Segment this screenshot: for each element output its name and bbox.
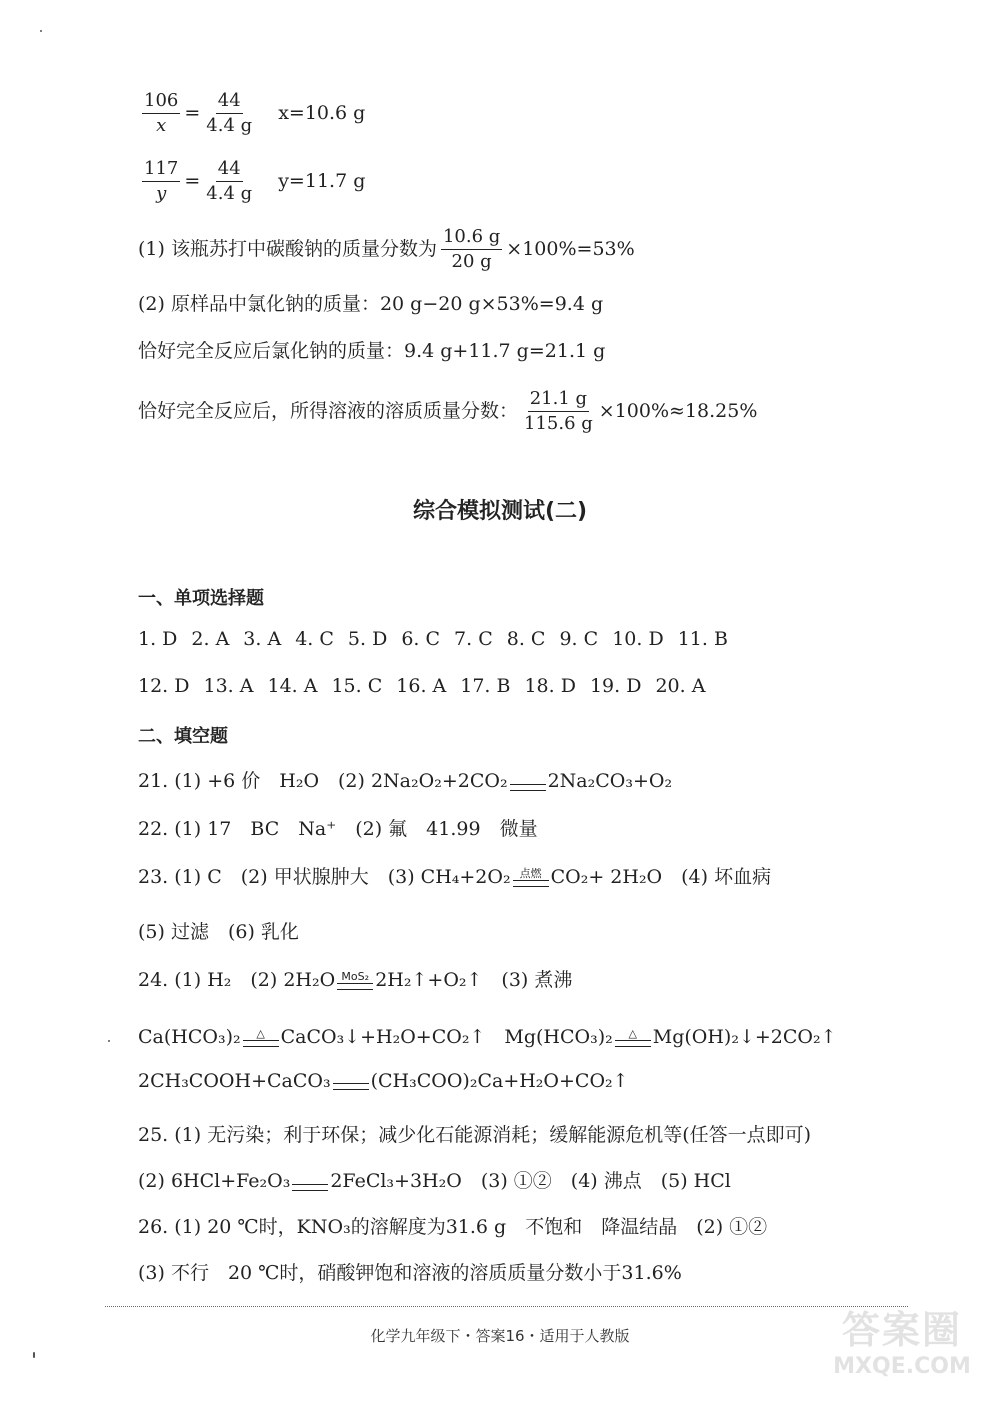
answer-25: 25. (1) 无污染；利于环保；减少化石能源消耗；缓解能源危机等(任答一点即可) xyxy=(138,1124,812,1146)
choice-answer: 7. C xyxy=(454,628,493,650)
choice-answer: 5. D xyxy=(347,628,388,650)
sodium-chloride-mass-line: (2) 原样品中氯化钠的质量：20 g−20 g×53%=9.4 g xyxy=(138,293,604,315)
choice-answer: 9. C xyxy=(559,628,599,650)
reaction-arrow: 点燃 xyxy=(513,868,549,887)
answer-23-cont: (5) 过滤 (6) 乳化 xyxy=(138,921,299,943)
answer-24-equations: Ca(HCO₃)₂ △ CaCO₃↓+H₂O+CO₂↑ Mg(HCO₃)₂ △ Mg(OH)₂↓+2CO₂↑ xyxy=(138,1026,837,1048)
answer-24: 24. (1) H₂ (2) 2H₂O MoS₂ 2H₂↑+O₂↑ (3) 煮沸 xyxy=(138,969,573,991)
answer-row-2 xyxy=(138,675,719,697)
scan-speck xyxy=(40,30,42,32)
footer-divider xyxy=(105,1306,908,1307)
reaction-arrow: △ xyxy=(615,1028,651,1047)
choice-answer: 17. B xyxy=(460,675,511,697)
ratio-equation-1: $\frac{106}{x}$ = $\frac{44}{4.4 g}$ x=10.6 g xyxy=(144,90,366,136)
choice-answer: 1. D xyxy=(138,628,178,650)
mass-fraction-line: (1) 该瓶苏打中碳酸钠的质量分数为 $\frac{10.6 g}{20 g}$ ×100%=53% xyxy=(138,226,635,272)
choice-answer: 10. D xyxy=(612,628,664,650)
answer-21: 21. (1) +6 价 H₂O (2) 2Na₂O₂+2CO₂ 2Na₂CO₃+O₂ xyxy=(138,770,673,792)
answer-26: 26. (1) 20 ℃时，KNO₃的溶解度为31.6 g 不饱和 降温结晶 (2) ①② xyxy=(138,1216,768,1238)
answer-26-cont: (3) 不行 20 ℃时，硝酸钾饱和溶液的溶质质量分数小于31.6% xyxy=(138,1262,682,1284)
choice-answer: 6. C xyxy=(401,628,441,650)
equals-sign xyxy=(333,1071,369,1090)
reaction-arrow: △ xyxy=(243,1028,279,1047)
choice-answer: 15. C xyxy=(331,675,383,697)
choice-answer: 19. D xyxy=(589,675,642,697)
answer-22: 22. (1) 17 BC Na⁺ (2) 氟 41.99 微量 xyxy=(138,818,538,840)
choice-answer: 12. D xyxy=(138,675,190,697)
scan-speck xyxy=(108,1040,110,1042)
section-heading-choice: 一、单项选择题 xyxy=(138,588,264,609)
answer-25-cont: (2) 6HCl+Fe₂O₃ 2FeCl₃+3H₂O (3) ①② (4) 沸点 (5) HCl xyxy=(138,1170,731,1192)
ratio-equation-2: $\frac{117}{y}$ = $\frac{44}{4.4 g}$ y=11.7 g xyxy=(144,158,366,204)
choice-answer: 11. B xyxy=(677,628,728,650)
answer-row-1 xyxy=(138,628,742,650)
solution-fraction-line: 恰好完全反应后，所得溶液的溶质质量分数： $\frac{21.1 g}{115.6 g}$ ×100%≈18.25% xyxy=(138,388,758,434)
total-chloride-mass-line: 恰好完全反应后氯化钠的质量：9.4 g+11.7 g=21.1 g xyxy=(138,340,606,362)
choice-answer: 8. C xyxy=(506,628,546,650)
equals-sign xyxy=(292,1172,328,1191)
choice-answer: 14. A xyxy=(267,675,318,697)
choice-answer: 13. A xyxy=(203,675,254,697)
choice-answer: 2. A xyxy=(191,628,230,650)
reaction-arrow: MoS₂ xyxy=(337,971,373,990)
choice-answer: 18. D xyxy=(524,675,576,697)
page-title: 综合模拟测试(二) xyxy=(412,499,588,524)
section-heading-fill: 二、填空题 xyxy=(138,726,228,747)
answer-23: 23. (1) C (2) 甲状腺肿大 (3) CH₄+2O₂ 点燃 CO₂+ 2H₂O (4) 坏血病 xyxy=(138,866,772,888)
choice-answer: 20. A xyxy=(655,675,706,697)
choice-answer: 16. A xyxy=(396,675,447,697)
scan-speck xyxy=(33,1352,35,1358)
page-footer: 化学九年级下・答案16・适用于人教版 xyxy=(370,1327,630,1345)
watermark-logo: 答案圈 MXQE.COM xyxy=(833,1308,971,1379)
choice-answer: 4. C xyxy=(295,628,334,650)
choice-answer: 3. A xyxy=(243,628,282,650)
equals-sign xyxy=(510,772,546,791)
answer-24-acetic: 2CH₃COOH+CaCO₃ (CH₃COO)₂Ca+H₂O+CO₂↑ xyxy=(138,1070,629,1092)
